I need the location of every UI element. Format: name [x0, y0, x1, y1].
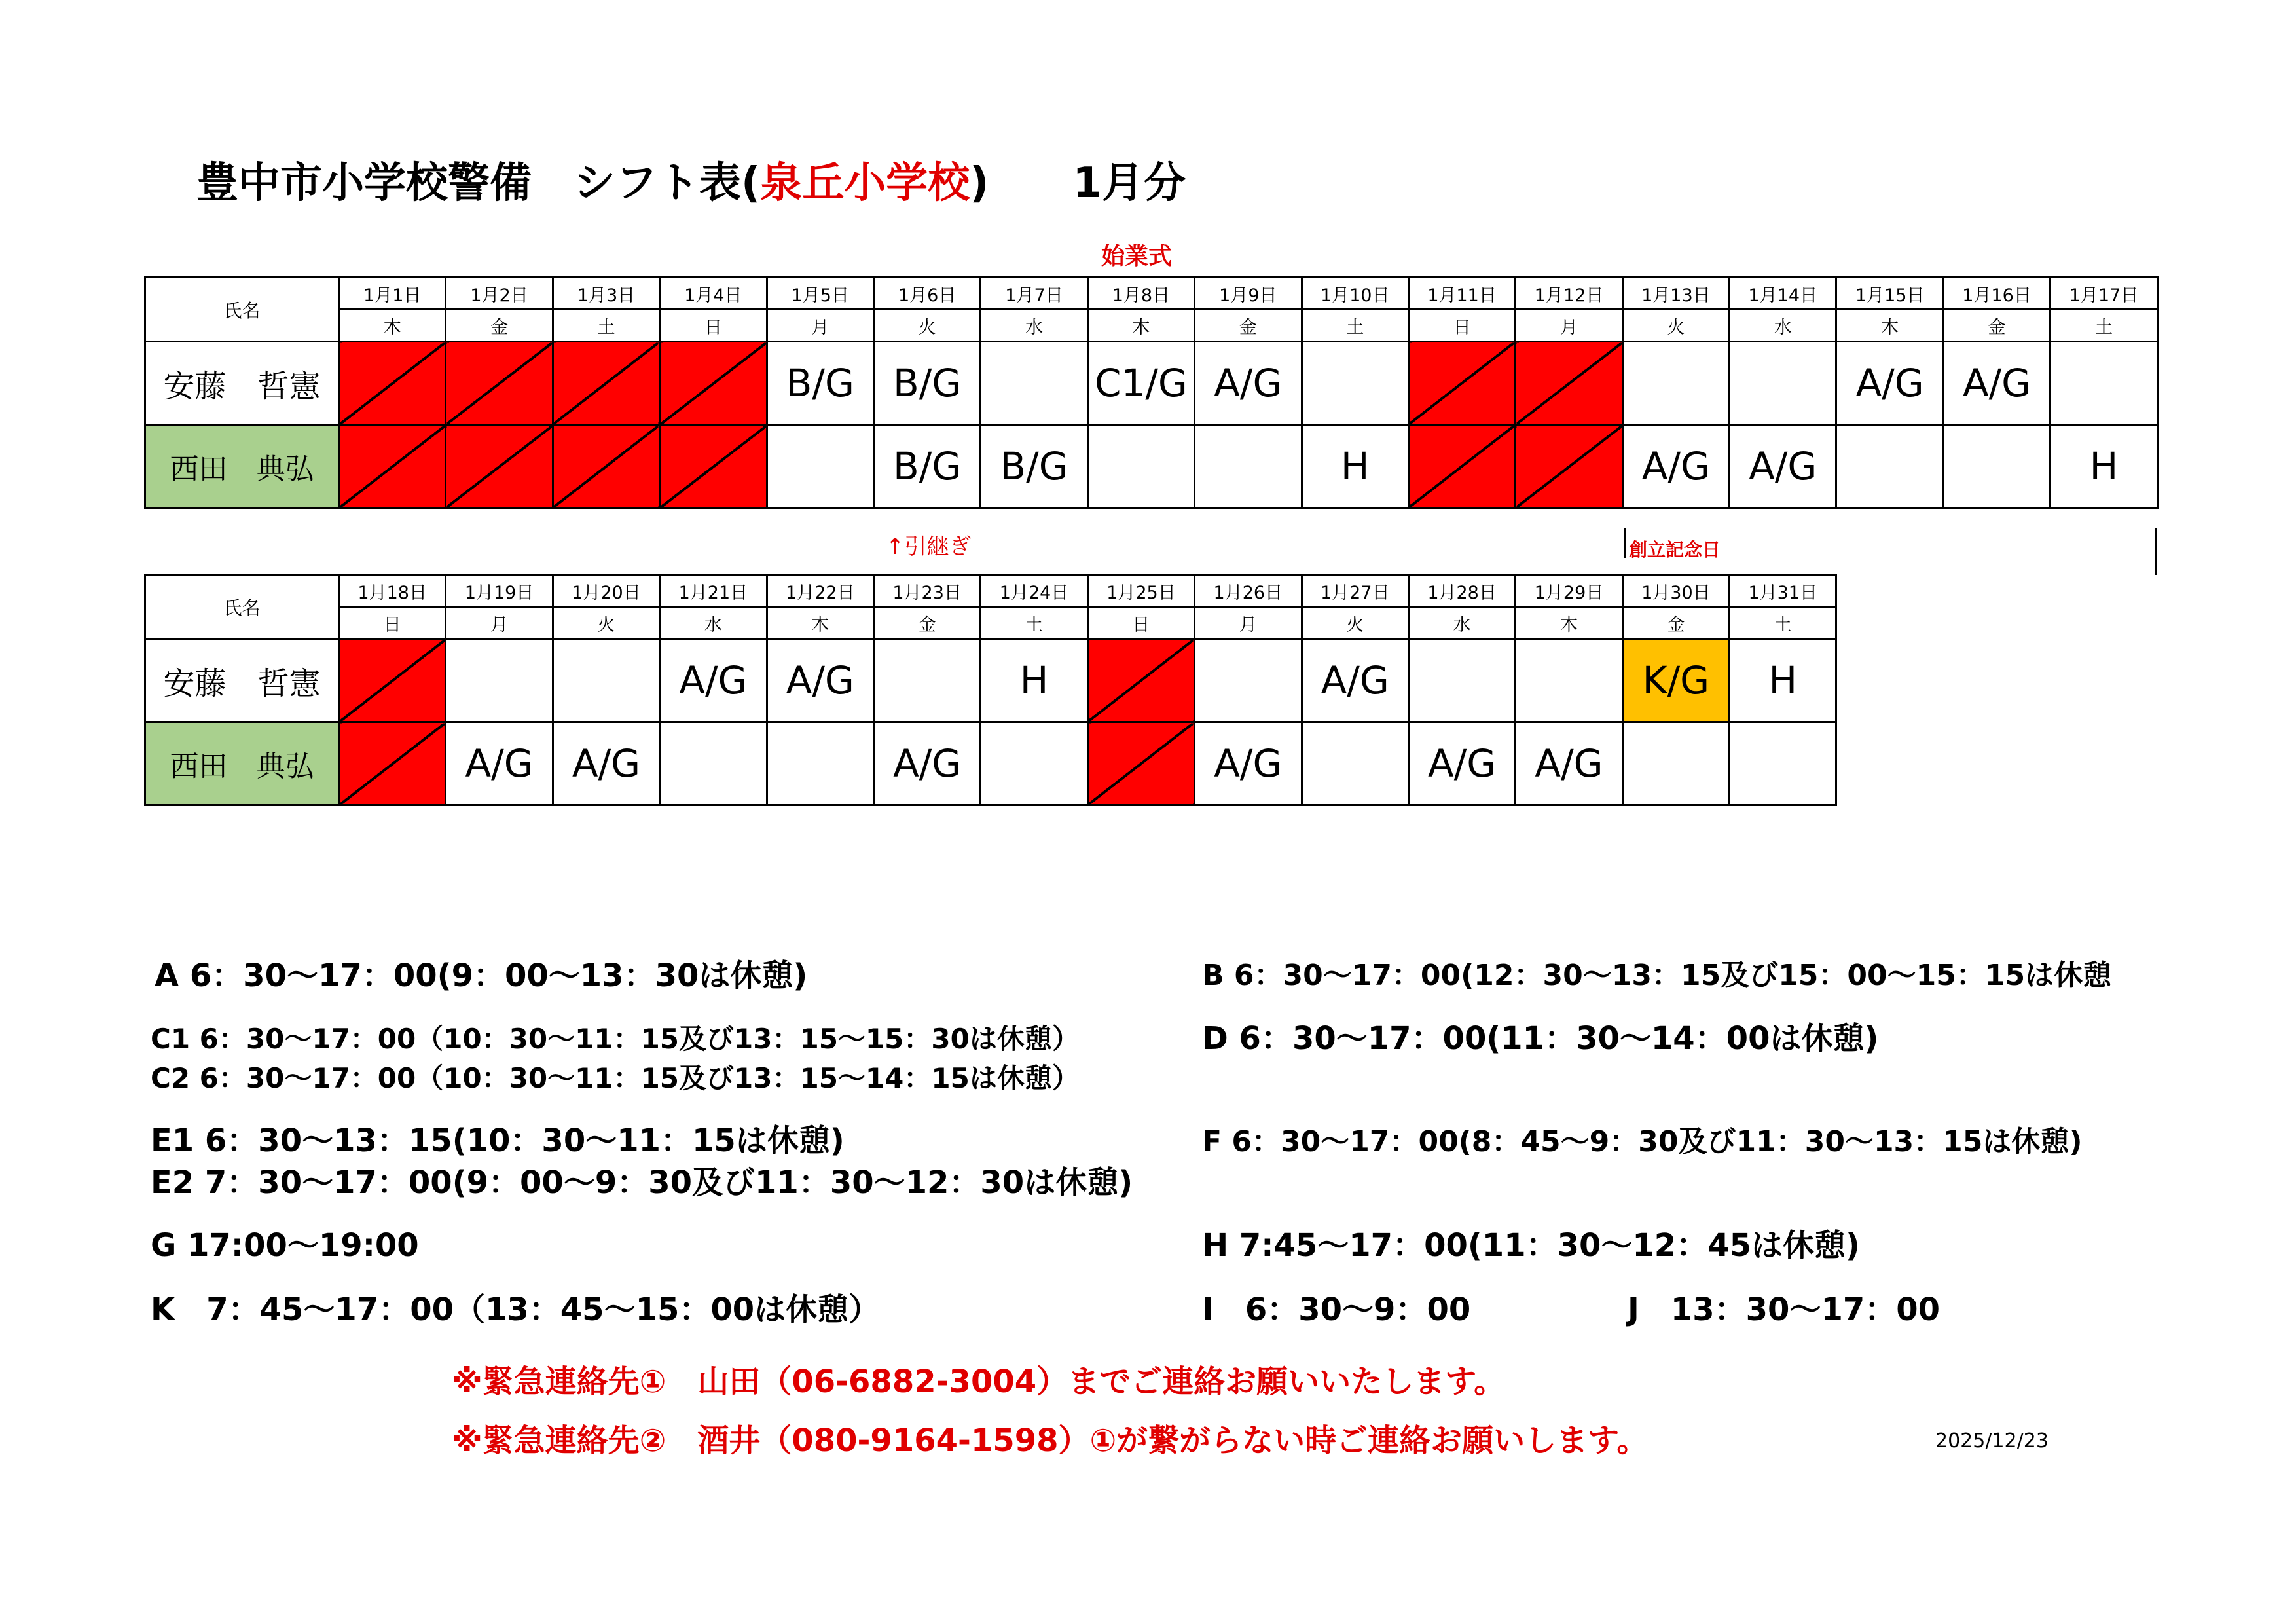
legend-e2: E2 7：30～17：00(9：00～9：30及び11：30～12：30は休憩)	[151, 1164, 1133, 1201]
date-header: 1月22日	[767, 575, 873, 607]
off-day-cell	[339, 342, 446, 425]
weekday-header: 日	[1408, 310, 1515, 342]
legend-e1: E1 6：30～13：15(10：30～11：15は休憩)	[151, 1122, 845, 1159]
legend-f: F 6：30～17：00(8：45～9：30及び11：30～13：15は休憩)	[1202, 1125, 2083, 1158]
shift-cell: B/G	[873, 342, 980, 425]
shift-cell: B/G	[981, 425, 1087, 508]
date-header: 1月24日	[981, 575, 1087, 607]
header-date-row	[145, 278, 2158, 310]
date-header: 1月8日	[1087, 278, 1194, 310]
staff-name: 安藤 哲憲	[145, 342, 339, 425]
issued-date: 2025/12/23	[1935, 1430, 2049, 1452]
shift-cell	[1087, 425, 1194, 508]
shift-cell	[981, 722, 1087, 805]
shift-cell	[1195, 639, 1302, 722]
off-day-cell	[1516, 342, 1622, 425]
weekday-header: 木	[1516, 607, 1622, 639]
off-day-cell	[1408, 425, 1515, 508]
date-header: 1月23日	[873, 575, 980, 607]
shift-cell: A/G	[553, 722, 659, 805]
date-header: 1月1日	[339, 278, 446, 310]
shift-cell	[981, 342, 1087, 425]
shift-cell: A/G	[767, 639, 873, 722]
weekday-header: 金	[1622, 607, 1729, 639]
date-header: 1月12日	[1516, 278, 1622, 310]
weekday-header: 土	[1302, 310, 1408, 342]
date-header: 1月9日	[1195, 278, 1302, 310]
date-header: 1月26日	[1195, 575, 1302, 607]
shift-cell	[1302, 342, 1408, 425]
legend-a: A 6：30～17：00(9：00～13：30は休憩)	[155, 957, 808, 994]
shift-cell	[1730, 342, 1836, 425]
staff-row	[145, 722, 1836, 805]
shift-table-week1	[144, 276, 2159, 509]
weekday-header: 土	[1730, 607, 1836, 639]
staff-name: 西田 典弘	[145, 425, 339, 508]
shift-cell: A/G	[1836, 342, 1943, 425]
weekday-header: 木	[767, 607, 873, 639]
legend-c1: C1 6：30～17：00（10：30～11：15及び13：15～15：30は休憩）	[151, 1023, 1080, 1055]
weekday-header: 日	[339, 607, 446, 639]
date-header: 1月7日	[981, 278, 1087, 310]
weekday-header: 日	[1087, 607, 1194, 639]
shift-cell: A/G	[1516, 722, 1622, 805]
date-header: 1月25日	[1087, 575, 1194, 607]
off-day-cell	[339, 722, 446, 805]
off-day-cell	[660, 425, 767, 508]
date-header: 1月15日	[1836, 278, 1943, 310]
off-day-cell	[1087, 722, 1194, 805]
date-header: 1月29日	[1516, 575, 1622, 607]
staff-row	[145, 342, 2158, 425]
shift-cell: A/G	[1408, 722, 1515, 805]
emergency-contact-1: ※緊急連絡先① 山田（06-6882-3004）までご連絡お願いいたします。	[452, 1363, 1506, 1400]
emergency-contact-2: ※緊急連絡先② 酒井（080-9164-1598）①が繋がらない時ご連絡お願いします。	[452, 1422, 1649, 1459]
legend-j: J 13：30～17：00	[1628, 1291, 1941, 1328]
shift-cell	[1408, 639, 1515, 722]
weekday-header: 火	[873, 310, 980, 342]
legend-b: B 6：30～17：00(12：30～13：15及び15：00～15：15は休憩	[1202, 959, 2112, 992]
title-prefix: 豊中市小学校警備 シフト表(	[196, 159, 761, 208]
off-day-cell	[1408, 342, 1515, 425]
off-day-cell	[446, 342, 553, 425]
shift-cell: B/G	[767, 342, 873, 425]
shift-cell	[873, 639, 980, 722]
anniversary-note: 創立記念日	[1629, 539, 1721, 561]
date-header: 1月30日	[1622, 575, 1729, 607]
name-header: 氏名	[145, 278, 339, 342]
title-school: 泉丘小学校	[760, 159, 970, 208]
weekday-header: 月	[1516, 310, 1622, 342]
shift-cell: A/G	[873, 722, 980, 805]
shift-cell: B/G	[873, 425, 980, 508]
weekday-header: 水	[1730, 310, 1836, 342]
date-header: 1月27日	[1302, 575, 1408, 607]
staff-name: 安藤 哲憲	[145, 639, 339, 722]
shift-cell: K/G	[1622, 639, 1729, 722]
weekday-header: 月	[446, 607, 553, 639]
shift-cell: A/G	[1195, 722, 1302, 805]
shift-cell	[1943, 425, 2050, 508]
shift-cell	[1622, 342, 1729, 425]
header-dow-row	[145, 310, 2158, 342]
date-header: 1月19日	[446, 575, 553, 607]
shift-cell: A/G	[1943, 342, 2050, 425]
weekday-header: 火	[1622, 310, 1729, 342]
handover-note: ↑引継ぎ	[886, 534, 972, 560]
date-header: 1月31日	[1730, 575, 1836, 607]
off-day-cell	[660, 342, 767, 425]
shift-cell: H	[1730, 639, 1836, 722]
staff-row	[145, 639, 1836, 722]
legend-i: I 6：30～9：00	[1202, 1291, 1471, 1328]
legend-h: H 7:45～17：00(11：30～12：45は休憩)	[1202, 1227, 1860, 1264]
shift-cell	[1195, 425, 1302, 508]
date-header: 1月11日	[1408, 278, 1515, 310]
weekday-header: 土	[553, 310, 659, 342]
off-day-cell	[446, 425, 553, 508]
weekday-header: 金	[1195, 310, 1302, 342]
shift-cell: C1/G	[1087, 342, 1194, 425]
shift-cell: H	[1302, 425, 1408, 508]
shift-cell	[1516, 639, 1622, 722]
shift-cell: A/G	[1195, 342, 1302, 425]
weekday-header: 水	[981, 310, 1087, 342]
staff-row	[145, 425, 2158, 508]
weekday-header: 土	[2050, 310, 2157, 342]
off-day-cell	[1087, 639, 1194, 722]
date-header: 1月16日	[1943, 278, 2050, 310]
shift-table-week2	[144, 574, 1837, 806]
date-header: 1月4日	[660, 278, 767, 310]
date-header: 1月10日	[1302, 278, 1408, 310]
ceremony-note: 始業式	[1101, 243, 1173, 270]
weekday-header: 木	[339, 310, 446, 342]
weekday-header: 木	[1087, 310, 1194, 342]
shift-cell: H	[981, 639, 1087, 722]
legend-d: D 6：30～17：00(11：30～14：00は休憩)	[1202, 1020, 1879, 1057]
weekday-header: 土	[981, 607, 1087, 639]
weekday-header: 金	[446, 310, 553, 342]
shift-cell	[767, 425, 873, 508]
legend-c2: C2 6：30～17：00（10：30～11：15及び13：15～14：15は休憩）	[151, 1062, 1080, 1094]
edge-marker-line	[2155, 528, 2157, 575]
header-date-row	[145, 575, 1836, 607]
weekday-header: 月	[1195, 607, 1302, 639]
shift-cell	[1622, 722, 1729, 805]
name-header: 氏名	[145, 575, 339, 639]
shift-cell	[446, 639, 553, 722]
shift-cell	[660, 722, 767, 805]
legend-g: G 17:00～19:00	[151, 1227, 419, 1264]
staff-name: 西田 典弘	[145, 722, 339, 805]
weekday-header: 金	[1943, 310, 2050, 342]
date-header: 1月14日	[1730, 278, 1836, 310]
weekday-header: 金	[873, 607, 980, 639]
shift-cell: H	[2050, 425, 2157, 508]
date-header: 1月5日	[767, 278, 873, 310]
shift-cell: A/G	[1622, 425, 1729, 508]
date-header: 1月13日	[1622, 278, 1729, 310]
weekday-header: 日	[660, 310, 767, 342]
weekday-header: 水	[660, 607, 767, 639]
date-header: 1月2日	[446, 278, 553, 310]
weekday-header: 水	[1408, 607, 1515, 639]
legend-k: K 7：45～17：00（13：45～15：00は休憩）	[151, 1291, 881, 1328]
off-day-cell	[553, 425, 659, 508]
shift-cell	[767, 722, 873, 805]
date-header: 1月18日	[339, 575, 446, 607]
date-header: 1月28日	[1408, 575, 1515, 607]
title-suffix: ) 1月分	[970, 159, 1186, 208]
weekday-header: 火	[1302, 607, 1408, 639]
date-header: 1月17日	[2050, 278, 2157, 310]
off-day-cell	[339, 425, 446, 508]
off-day-cell	[1516, 425, 1622, 508]
weekday-header: 火	[553, 607, 659, 639]
date-header: 1月6日	[873, 278, 980, 310]
shift-cell	[2050, 342, 2157, 425]
date-header: 1月3日	[553, 278, 659, 310]
weekday-header: 月	[767, 310, 873, 342]
header-dow-row	[145, 607, 1836, 639]
anniversary-marker-line	[1624, 528, 1626, 558]
shift-cell: A/G	[1730, 425, 1836, 508]
shift-cell: A/G	[1302, 639, 1408, 722]
shift-cell	[553, 639, 659, 722]
shift-cell	[1836, 425, 1943, 508]
off-day-cell	[553, 342, 659, 425]
page-title	[196, 159, 1186, 208]
shift-cell	[1302, 722, 1408, 805]
shift-cell	[1730, 722, 1836, 805]
off-day-cell	[339, 639, 446, 722]
shift-cell: A/G	[446, 722, 553, 805]
shift-cell: A/G	[660, 639, 767, 722]
date-header: 1月20日	[553, 575, 659, 607]
weekday-header: 木	[1836, 310, 1943, 342]
date-header: 1月21日	[660, 575, 767, 607]
